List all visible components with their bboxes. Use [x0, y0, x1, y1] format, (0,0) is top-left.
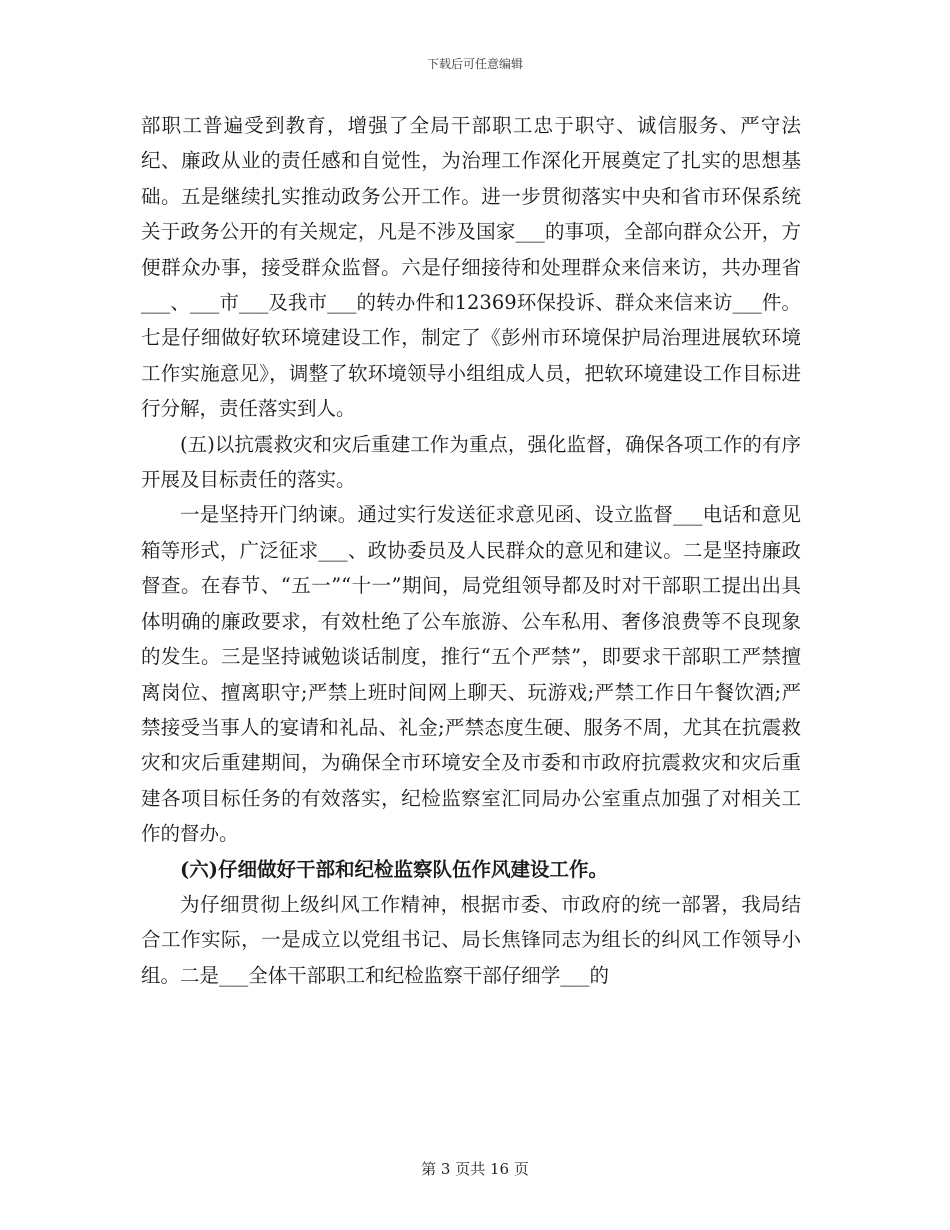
body-paragraph: 为仔细贯彻上级纠风工作精神，根据市委、市政府的统一部署，我局结合工作实际，一是成立以党组书记、局长焦锋同志为组长的纠风工作领导小组。二是___全体干部职工和纪检监察干部仔细学___的: [141, 892, 801, 987]
body-paragraph: 一是坚持开门纳谏。通过实行发送征求意见函、设立监督___电话和意见箱等形式，广泛征求___、政协委员及人民群众的意见和建议。二是坚持廉政督查。在春节、“五一”“十一”期间，局党组领导都及时对干部职工提出出具体明确的廉政要求，有效杜绝了公车旅游、公车私用、奢侈浪费等不良现象的发生。三是坚持诫勉谈话制度，推行“五个严禁”，即要求干部职工严禁擅离岗位、擅离职守;严禁上班时间网上聊天、玩游戏;严禁工作日午餐饮酒;严禁接受当事人的宴请和礼品、礼金;严禁态度生硬、服务不周，尤其在抗震救灾和灾后重建期间，为确保全市环境安全及市委和市政府抗震救灾和灾后重建各项目标任务的有效落实，纪检监察室汇同局办公室重点加强了对相关工作的督办。: [141, 503, 801, 846]
page-footer: 第 3 页共 16 页: [421, 1160, 529, 1178]
body-paragraph: (五)以抗震救灾和灾后重建工作为重点，强化监督，确保各项工作的有序开展及目标责任的落实。: [141, 432, 801, 492]
section-heading: (六)仔细做好干部和纪检监察队伍作风建设工作。: [180, 857, 608, 881]
body-paragraph: 部职工普遍受到教育，增强了全局干部职工忠于职守、诚信服务、严守法纪、廉政从业的责任感和自觉性，为治理工作深化开展奠定了扎实的思想基础。五是继续扎实推动政务公开工作。进一步贯彻落实中央和省市环保系统关于政务公开的有关规定，凡是不涉及国家___的事项，全部向群众公开，方便群众办事，接受群众监督。六是仔细接待和处理群众来信来访，共办理省___、___市___及我市___的转办件和12369环保投诉、群众来信来访___件。七是仔细做好软环境建设工作，制定了《彭州市环境保护局治理进展软环境工作实施意见》，调整了软环境领导小组组成人员，把软环境建设工作目标进行分解，责任落实到人。: [141, 114, 801, 421]
page-header: 下载后可任意编辑: [426, 57, 523, 71]
document-body: [141, 108, 801, 993]
